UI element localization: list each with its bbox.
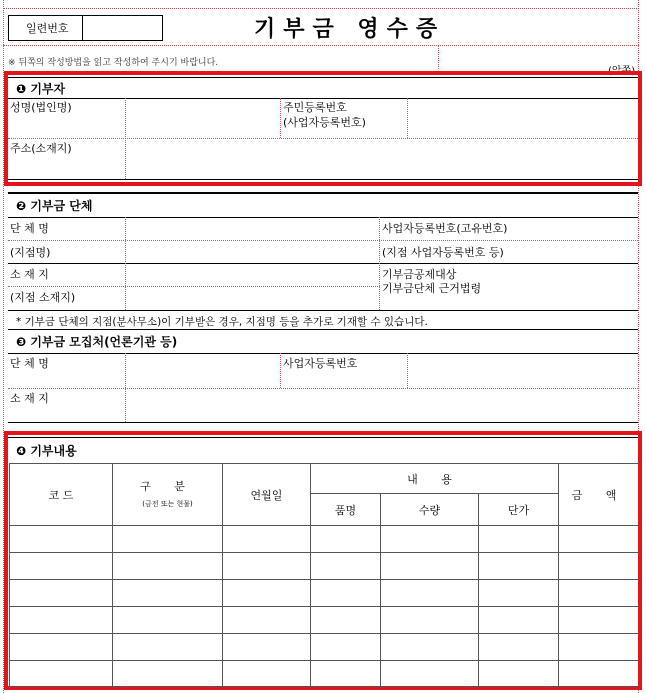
qty-cell[interactable] xyxy=(381,607,479,634)
price-cell[interactable] xyxy=(479,661,559,688)
header-code: 코 드 xyxy=(10,464,113,526)
header-amount: 금 액 xyxy=(559,464,640,526)
donor-address-field[interactable] xyxy=(127,140,637,178)
org-target-label-1: 기부금공제대상 xyxy=(382,268,457,281)
org-rule-1 xyxy=(8,217,638,218)
org-reg-label: 사업자등록번호(고유번호) xyxy=(382,222,508,235)
date-cell[interactable] xyxy=(223,553,311,580)
agency-name-label: 단 체 명 xyxy=(10,357,49,370)
code-cell[interactable] xyxy=(10,607,113,634)
agency-rule-bottom xyxy=(8,422,638,423)
price-cell[interactable] xyxy=(479,526,559,553)
table-row xyxy=(10,634,640,661)
serial-number-label: 일련번호 xyxy=(26,22,69,35)
donor-name-field[interactable] xyxy=(127,100,279,137)
donor-vline-3 xyxy=(407,98,408,138)
agency-vline-2 xyxy=(280,353,281,388)
price-cell[interactable] xyxy=(479,553,559,580)
qty-cell[interactable] xyxy=(381,634,479,661)
item-cell[interactable] xyxy=(311,553,381,580)
category-cell[interactable] xyxy=(113,580,223,607)
org-vline-1 xyxy=(125,217,126,310)
amount-cell[interactable] xyxy=(559,634,640,661)
item-cell[interactable] xyxy=(311,607,381,634)
item-cell[interactable] xyxy=(311,661,381,688)
agency-location-label: 소 재 지 xyxy=(10,392,49,405)
org-footnote: * 기부금 단체의 지점(분사무소)이 기부받은 경우, 지점명 등을 추가로 기재할 수 있습니다. xyxy=(16,316,428,328)
amount-cell[interactable] xyxy=(559,526,640,553)
code-cell[interactable] xyxy=(10,580,113,607)
org-branch-label: (지점명) xyxy=(10,246,51,259)
org-vline-2 xyxy=(379,217,380,310)
date-cell[interactable] xyxy=(223,661,311,688)
donor-section-title: ❶ 기부자 xyxy=(16,82,66,96)
agency-rule-2 xyxy=(8,388,638,389)
date-cell[interactable] xyxy=(223,634,311,661)
page-side-label: (앞쪽) xyxy=(608,66,636,77)
header-dotted-hline xyxy=(3,8,639,9)
price-cell[interactable] xyxy=(479,634,559,661)
header-qty: 수량 xyxy=(381,494,479,526)
org-name-label: 단 체 명 xyxy=(10,222,49,235)
header-dotted-vline-mid xyxy=(438,45,439,69)
org-rule-4 xyxy=(8,286,380,287)
serial-number-field[interactable] xyxy=(84,17,160,39)
header-item: 품명 xyxy=(311,494,381,526)
org-branch-reg-label: (지점 사업자등록번호 등) xyxy=(382,246,504,259)
item-cell[interactable] xyxy=(311,580,381,607)
category-cell[interactable] xyxy=(113,553,223,580)
org-location-label: 소 재 지 xyxy=(10,268,49,281)
org-target-label-2: 기부금단체 근거법령 xyxy=(382,282,482,295)
table-row xyxy=(10,526,640,553)
agency-vline-3 xyxy=(407,353,408,388)
donor-rule-top xyxy=(8,77,638,78)
price-cell[interactable] xyxy=(479,580,559,607)
code-cell[interactable] xyxy=(10,661,113,688)
org-rule-5 xyxy=(8,310,638,311)
agency-section-title: ❸ 기부금 모집처(언론기관 등) xyxy=(16,335,178,349)
price-cell[interactable] xyxy=(479,607,559,634)
header-category-label: 구 분 xyxy=(140,480,195,493)
donor-id-label: 주민등록번호 xyxy=(283,101,347,114)
date-cell[interactable] xyxy=(223,526,311,553)
table-row xyxy=(10,661,640,688)
org-branch-location-label: (지점 소재지) xyxy=(10,291,76,304)
amount-cell[interactable] xyxy=(559,661,640,688)
header-category-sub: (금전 또는 현물) xyxy=(142,500,193,508)
donor-bizreg-label: (사업자등록번호) xyxy=(283,116,366,129)
header-category xyxy=(113,464,223,526)
donor-id-field[interactable] xyxy=(409,100,637,137)
donation-table xyxy=(9,463,640,688)
header-dotted-hline-2 xyxy=(3,45,639,46)
page-title: 기부금 영수증 xyxy=(254,17,446,42)
item-cell[interactable] xyxy=(311,526,381,553)
agency-rule-top xyxy=(8,329,638,330)
date-cell[interactable] xyxy=(223,580,311,607)
category-cell[interactable] xyxy=(113,661,223,688)
org-section-title: ❷ 기부금 단체 xyxy=(16,199,93,213)
qty-cell[interactable] xyxy=(381,580,479,607)
donor-vline-2 xyxy=(280,98,281,138)
org-location-field[interactable] xyxy=(127,265,377,285)
header-price: 단가 xyxy=(479,494,559,526)
donor-rule-2 xyxy=(8,138,638,139)
donor-name-label: 성명(법인명) xyxy=(10,101,72,114)
amount-cell[interactable] xyxy=(559,607,640,634)
category-cell[interactable] xyxy=(113,607,223,634)
category-cell[interactable] xyxy=(113,526,223,553)
donor-vline-1 xyxy=(125,98,126,179)
code-cell[interactable] xyxy=(10,634,113,661)
content-section-title: ❹ 기부내용 xyxy=(16,444,77,458)
agency-rule-1 xyxy=(8,353,638,354)
org-rule-2 xyxy=(8,240,638,241)
org-rule-3 xyxy=(8,263,638,264)
category-cell[interactable] xyxy=(113,634,223,661)
agency-reg-label: 사업자등록번호 xyxy=(283,357,358,370)
agency-location-field[interactable] xyxy=(127,390,637,421)
table-row xyxy=(10,553,640,580)
org-name-field[interactable] xyxy=(127,219,377,239)
qty-cell[interactable] xyxy=(381,661,479,688)
code-cell[interactable] xyxy=(10,553,113,580)
code-cell[interactable] xyxy=(10,526,113,553)
amount-cell[interactable] xyxy=(559,580,640,607)
agency-name-field[interactable] xyxy=(127,355,279,387)
agency-vline-1 xyxy=(125,353,126,422)
instruction-text: ※ 뒤쪽의 작성방법을 읽고 작성하여 주시기 바랍니다. xyxy=(8,58,219,68)
donor-rule-bottom xyxy=(8,179,638,180)
content-rule-top xyxy=(8,437,638,438)
table-row xyxy=(10,607,640,634)
item-cell[interactable] xyxy=(311,634,381,661)
agency-reg-field[interactable] xyxy=(409,355,637,387)
qty-cell[interactable] xyxy=(381,553,479,580)
amount-cell[interactable] xyxy=(559,553,640,580)
date-cell[interactable] xyxy=(223,607,311,634)
donor-address-label: 주소(소재지) xyxy=(10,142,72,155)
table-row xyxy=(10,580,640,607)
org-rule-top xyxy=(8,192,638,194)
qty-cell[interactable] xyxy=(381,526,479,553)
header-details: 내 용 xyxy=(311,464,559,494)
serial-number-divider xyxy=(82,15,83,41)
header-date: 연월일 xyxy=(223,464,311,526)
